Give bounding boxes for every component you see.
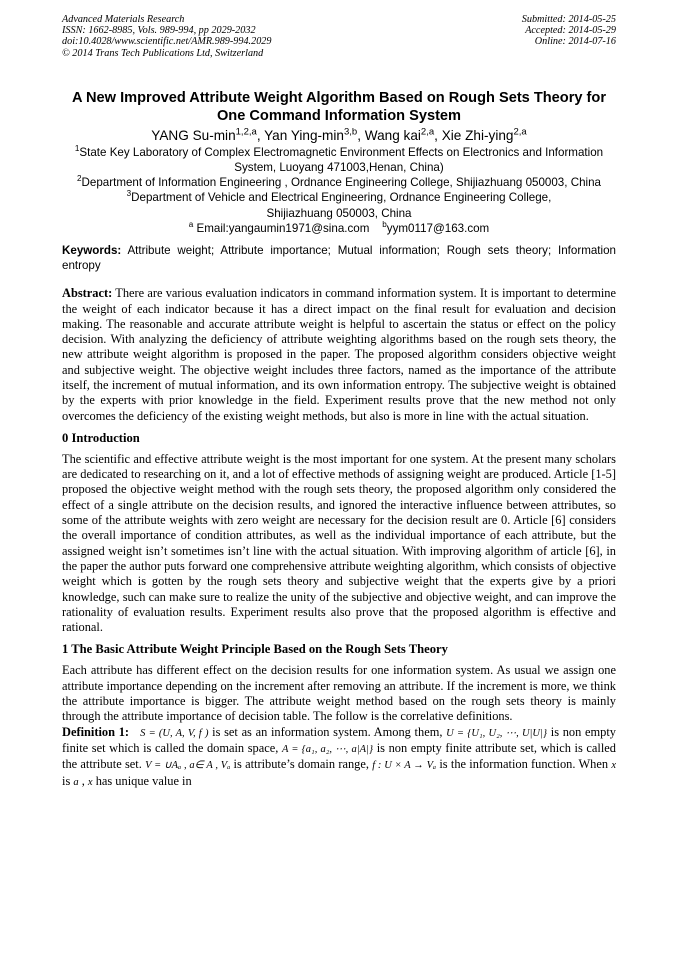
author-1-sup: 1,2,a [235,126,257,138]
abstract-text: There are various evaluation indicators in command information system. It is important to determine the weight of each indicator because it has a direct impact on the final result for evaluation and decision making. The reasonable and accurate attribute weight is helpful to ascertain the status or effect on the policy decision. With analyzing the deficiency of attribute weighting algorithms based on the rough sets theory, the new attribute weight algorithm is proposed in the paper. The proposed algorithm considers objective weight and subjective weight. The objective weight includes three factors, named as the importance of the attribute itself, the increment of mutual information, and its own information entropy. The subjective weight is obtained by the experts with prior knowledge in the field. Experiment results prove that the new method not only overcomes the deficiency of the existing weight methods, but also is more in line with the actual situation. [62,286,616,423]
keywords-text: Attribute weight; Attribute importance; Mutual information; Rough sets theory; Information entropy [62,244,616,272]
def-text-7: , [78,773,88,788]
affiliation-1 [62,145,616,175]
issn-line: ISSN: 1662-8985, Vols. 989-994, pp 2029-2032 [62,25,256,37]
author-2: , Yan Ying-min [256,127,344,143]
section-0-heading: 0 Introduction [62,430,140,445]
abstract [62,286,616,424]
keywords-label: Keywords: [62,244,122,258]
journal-name: Advanced Materials Research [62,14,185,25]
def-text-3: is non empty finite attribute set, which is called the attribute set. [62,740,616,772]
math-domain-set: U = {U₁, U₂, ⋯, U|U|} [446,727,548,739]
affiliation-3-text: Department of Vehicle and Electrical Engineering, Ordnance Engineering College, Shijiazhuang 050003, China [131,191,552,220]
section-1-heading: 1 The Basic Attribute Weight Principle Based on the Rough Sets Theory [62,642,448,657]
author-2-sup: 3,b [343,126,358,138]
section-0-text: The scientific and effective attribute weight is the most important for one system. At the present many scholars are dedicated to researching on it, and a lot of effective methods of assigning weight are produced. Article [1-5] proposed the objective weight method with the rough sets theory, the proposed algorithm only considered the effect of a single attribute on the decision results, and ignored the interactive influence between attributes, so some of the attribute weights with zero weight are necessary for the decision result are 0. Article [6] considers the overall importance of condition attributes, as well as the individual importance of each attribute, but the assigned weight isn’t sometimes isn’t line with the actual situation. With improving algorithm of article [6], in the paper the author puts forward one comprehensive attribute weighting algorithm, which consists of objective weight which is gotten by the rough sets theory and subjective weight that the experts give by a priori knowledge, such can make sure to realize the unity of the subjective and objective weight, and can improve the rationality of evaluation results. Experiment results also prove that the proposed algorithm is effective and rational. [62,451,616,635]
submitted-date: Submitted: 2014-05-25 [521,14,616,25]
math-a: a [73,776,79,788]
affiliation-1-sup: 1 [74,143,80,153]
author-1: YANG Su-min [151,127,236,143]
affiliation-3 [62,190,616,220]
abstract-label: Abstract: [62,286,113,301]
definition-1-label: Definition 1: [62,724,130,739]
def-text-4: is attribute’s domain range, [230,757,373,772]
author-3: , Wang kai [357,127,421,143]
journal-info [62,14,271,59]
email-a[interactable]: Email:yangaumin1971@sina.com [193,221,370,235]
affiliation-1-text: State Key Laboratory of Complex Electromagnetic Environment Effects on Electronics and Information System, Luoyang 471003,Henan, China) [79,145,604,175]
math-domain-range: V = ∪Aₐ , a∈ A , Vₐ [145,760,231,772]
author-line [62,127,616,145]
email-b-sup: b [382,219,387,229]
paper-title: A New Improved Attribute Weight Algorithm Based on Rough Sets Theory for One Command Information System [71,89,607,124]
def-text-6: is [62,773,74,788]
definition-1 [62,725,616,790]
math-x-1: x [611,760,616,772]
author-4-sup: 2,a [513,126,527,138]
copyright-line: © 2014 Trans Tech Publications Ltd, Switzerland [62,47,264,59]
math-information-function: f : U × A → Vₐ [372,760,437,772]
def-text-1: is set as an information system. Among them, [208,724,447,739]
publication-dates [522,14,616,59]
def-text-5: is the information function. When [436,757,612,772]
affiliation-2-sup: 2 [77,174,82,184]
affiliation-2-text: Department of Information Engineering , Ordnance Engineering College, Shijiazhuang 050003, China [81,176,601,190]
affiliation-2 [62,175,616,190]
math-information-system: S = (U, A, V, f ) [140,727,209,739]
doi-line: doi:10.4028/www.scientific.net/AMR.989-994.2029 [62,36,272,48]
affiliation-3-sup: 3 [126,189,132,199]
online-date: Online: 2014-07-16 [534,36,616,48]
email-b[interactable]: yym0117@163.com [386,221,490,235]
paper-page [62,14,616,790]
keywords [62,244,616,273]
section-1-text: Each attribute has different effect on the decision results for one information system. As usual we assign one attribute importance depending on the increment after removing an attribute. If the increment is more, we think the attribute importance is bigger. The attribute weight method based on the rough sets theory is mainly through the attribute importance of decision table. The follow is the correlative definitions. [62,663,616,724]
journal-header [62,14,616,59]
email-a-sup: a [188,219,194,229]
accepted-date: Accepted: 2014-05-29 [525,25,616,37]
author-4: , Xie Zhi-ying [434,127,514,143]
email-line [62,221,616,236]
def-text-8: has unique value in [92,773,192,788]
math-x-2: x [87,776,93,788]
author-3-sup: 2,a [420,126,435,138]
def-text-2: is non empty finite set which is called the domain space, [62,724,616,755]
math-attribute-set: A = {a₁, a₂, ⋯, a|A|} [281,743,374,755]
